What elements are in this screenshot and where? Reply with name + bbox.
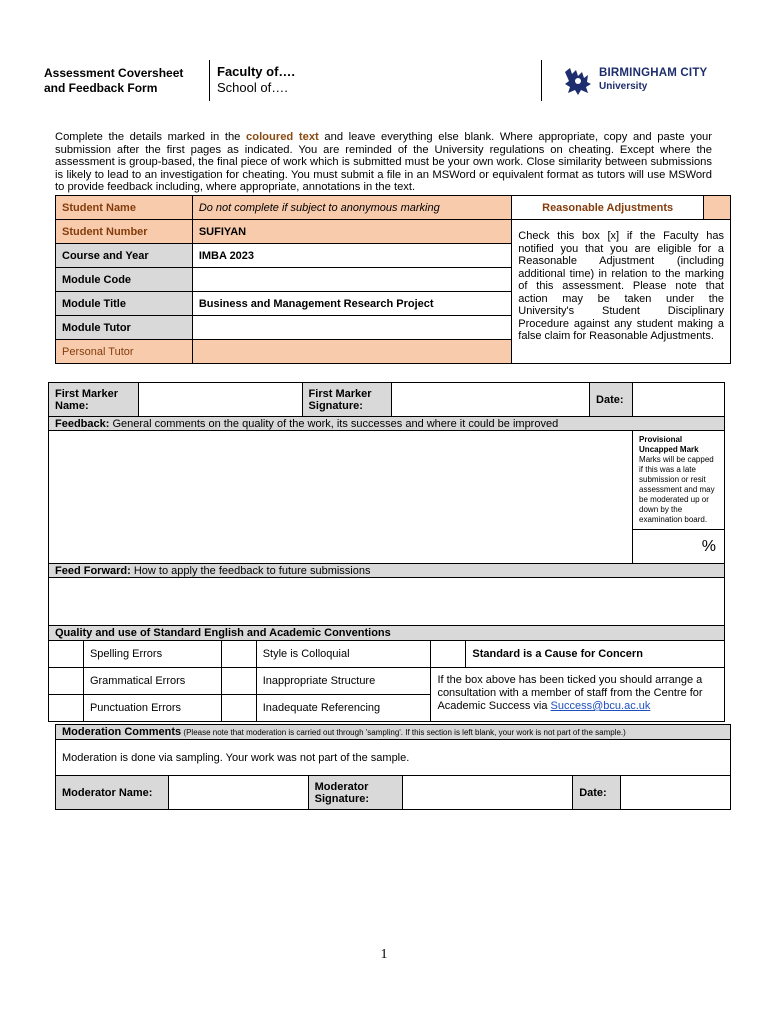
punctuation-errors-checkbox[interactable]: [49, 695, 84, 722]
moderation-comment-field[interactable]: Moderation is done via sampling. Your work was not part of the sample.: [56, 740, 731, 776]
cause-for-concern-checkbox[interactable]: [431, 641, 466, 668]
inappropriate-structure-checkbox[interactable]: [221, 668, 256, 695]
intro-text-2: and leave everything else blank. Where appropriate, copy and paste your submission after the first pages as indicated. You are reminded of the University regulations on cheating. Except where the assessment is group-based, the final piece of work which is submitted must be your own work. Close similarity between submissions is likely to lead to an investigation for cheating. You must submit a file in an MSWord or equivalent format as tutors will use MSWord to provide feedback including, where appropriate, annotations in the text.: [55, 131, 712, 194]
marker-feedback-table: [48, 382, 725, 636]
student-details-table: [55, 195, 731, 364]
moderation-note: (Please note that moderation is carried out through 'sampling'. If this section is left blank, your work is not part of the sample.): [181, 728, 626, 737]
form-title: [44, 66, 183, 96]
feedback-header: [49, 417, 725, 431]
inadequate-referencing-label: Inadequate Referencing: [256, 695, 431, 722]
style-colloquial-checkbox[interactable]: [221, 641, 256, 668]
course-year-label: Course and Year: [56, 244, 193, 268]
module-code-label: Module Code: [56, 268, 193, 292]
provisional-mark-info: [633, 431, 725, 530]
cause-for-concern-info: [431, 668, 725, 722]
module-tutor-field[interactable]: [192, 316, 511, 340]
student-number-field[interactable]: SUFIYAN: [192, 220, 511, 244]
first-marker-signature-label: First Marker Signature:: [302, 383, 392, 417]
reasonable-adjustments-text: Check this box [x] if the Faculty has notified you that you are eligible for a Reasonable Adjustment (including additional time) in relation to the marking of this assessment. Please note that action may be taken under the University's Student Disciplinary Procedure against any student making a false claim for Reasonable Adjustments.: [512, 220, 731, 364]
first-marker-signature-field[interactable]: [392, 383, 590, 417]
logo-text-line2: University: [599, 81, 648, 92]
provisional-mark-note: Marks will be capped if this was a late submission or resit assessment and may be moderated up or down by the examination board.: [639, 455, 715, 524]
moderation-table: [55, 724, 731, 810]
faculty-block: [217, 64, 295, 96]
first-marker-name-label: First Marker Name:: [49, 383, 139, 417]
feedback-description: General comments on the quality of the work, its successes and where it could be improved: [109, 417, 559, 430]
quality-english-table: [48, 625, 725, 722]
intro-text-1: Complete the details marked in the: [55, 131, 247, 143]
inadequate-referencing-checkbox[interactable]: [221, 695, 256, 722]
provisional-mark-title: Provisional Uncapped Mark: [639, 435, 699, 454]
reasonable-adjustments-label: Reasonable Adjustments: [512, 196, 704, 220]
style-colloquial-label: Style is Colloquial: [256, 641, 431, 668]
logo-text-line1: BIRMINGHAM CITY: [599, 67, 708, 79]
personal-tutor-label: Personal Tutor: [56, 340, 193, 364]
intro-highlight: coloured text: [246, 131, 319, 143]
marker-date-label: Date:: [590, 383, 633, 417]
moderation-comments-label: Moderation Comments: [62, 726, 182, 738]
intro-instructions: [55, 131, 712, 194]
feed-forward-description: How to apply the feedback to future submissions: [130, 564, 371, 577]
moderation-header: [56, 725, 731, 740]
module-code-field[interactable]: [192, 268, 511, 292]
student-number-label: Student Number: [56, 220, 193, 244]
moderator-signature-label: Moderator Signature:: [308, 776, 402, 810]
feed-forward-label: Feed Forward:: [55, 564, 131, 577]
page-number: 1: [380, 947, 388, 962]
reasonable-adjustments-checkbox[interactable]: [704, 196, 731, 220]
school-name: School of….: [217, 80, 288, 95]
module-title-field[interactable]: Business and Management Research Project: [192, 292, 511, 316]
moderation-date-field[interactable]: [621, 776, 731, 810]
form-title-line1: Assessment Coversheet: [44, 66, 184, 80]
grammatical-errors-label: Grammatical Errors: [83, 668, 221, 695]
header-divider-2: [541, 60, 542, 101]
student-name-label: Student Name: [56, 196, 193, 220]
feed-forward-header: [49, 564, 725, 578]
inappropriate-structure-label: Inappropriate Structure: [256, 668, 431, 695]
bcu-logo: [562, 66, 712, 96]
feedback-comments-field[interactable]: [49, 431, 633, 564]
provisional-mark-field[interactable]: %: [633, 530, 725, 564]
grammatical-errors-checkbox[interactable]: [49, 668, 84, 695]
faculty-name: Faculty of….: [217, 64, 296, 79]
header-divider: [209, 60, 210, 101]
moderator-name-field[interactable]: [168, 776, 308, 810]
feedback-label: Feedback:: [55, 417, 110, 430]
academic-success-email-link[interactable]: Success@bcu.ac.uk: [550, 700, 651, 712]
form-title-line2: and Feedback Form: [44, 81, 158, 95]
spelling-errors-label: Spelling Errors: [83, 641, 221, 668]
marker-date-field[interactable]: [633, 383, 725, 417]
module-tutor-label: Module Tutor: [56, 316, 193, 340]
module-title-label: Module Title: [56, 292, 193, 316]
student-name-field[interactable]: Do not complete if subject to anonymous marking: [192, 196, 511, 220]
moderator-name-label: Moderator Name:: [56, 776, 169, 810]
spelling-errors-checkbox[interactable]: [49, 641, 84, 668]
course-year-field[interactable]: IMBA 2023: [192, 244, 511, 268]
cause-for-concern-label: Standard is a Cause for Concern: [466, 641, 725, 668]
moderation-date-label: Date:: [573, 776, 621, 810]
punctuation-errors-label: Punctuation Errors: [83, 695, 221, 722]
personal-tutor-field[interactable]: [192, 340, 511, 364]
moderator-signature-field[interactable]: [402, 776, 573, 810]
quality-table-title: Quality and use of Standard English and Academic Conventions: [49, 626, 725, 641]
bcu-crest-icon: [562, 66, 594, 96]
cause-for-concern-text: If the box above has been ticked you should arrange a consultation with a member of staff from the Centre for Academic Success via: [437, 674, 703, 712]
first-marker-name-field[interactable]: [138, 383, 302, 417]
